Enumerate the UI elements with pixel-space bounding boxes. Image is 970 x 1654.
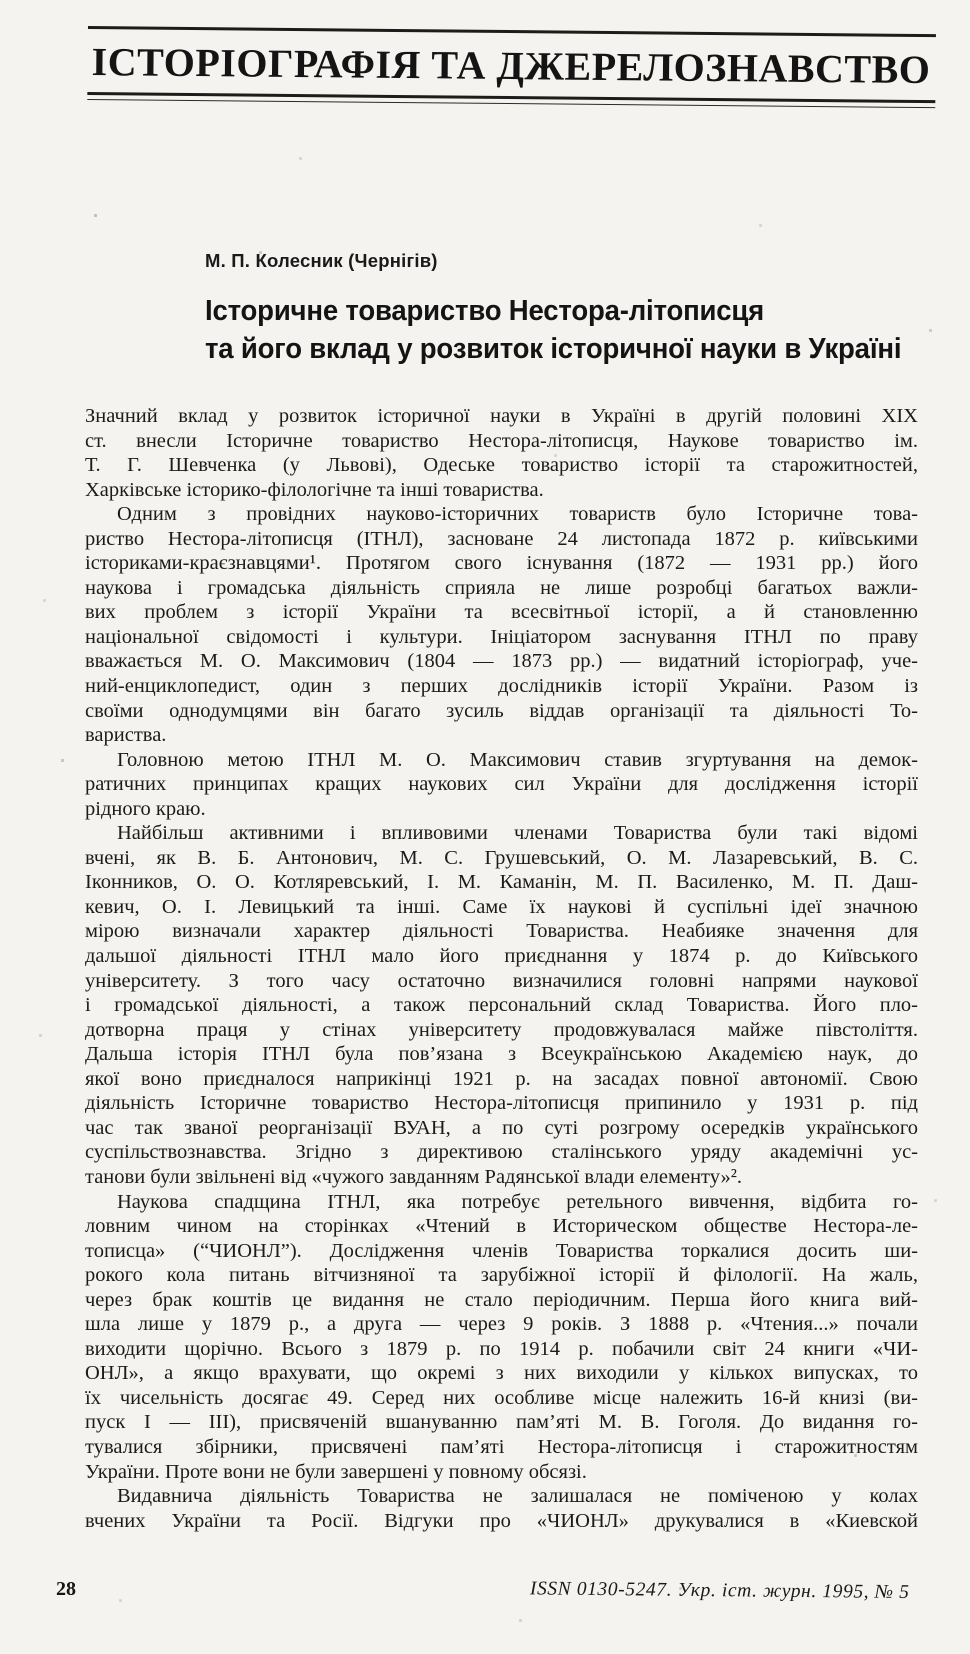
text-line: Дальша історія ІТНЛ була пов’язана з Всеукраїнською Академією наук, до — [85, 1043, 918, 1066]
text-line: пуск I — III), присвяченій вшануванню пам’яті М. В. Гоголя. До видання го- — [85, 1411, 918, 1434]
scan-noise — [0, 0, 1, 1]
text-line: своїми однодумцями він багато зусиль віддав організації та діяльності То- — [85, 699, 918, 722]
text-line: тописца» (“ЧИОНЛ”). Дослідження членів Товариства торкалися досить ши- — [85, 1239, 918, 1262]
text-line: ратичних принципах кращих наукових сил України для дослідження історії — [85, 773, 918, 796]
text-line: ний-енциклопедист, один з перших дослідників історії України. Разом із — [85, 675, 918, 698]
author-byline: М. П. Колесник (Чернігів) — [205, 250, 438, 271]
text-line: Видавнича діяльність Товариства не залишалася не поміченою у колах — [117, 1485, 918, 1508]
article-title-line-2: та його вклад у розвиток історичної науки в Україні — [205, 333, 902, 365]
text-line: Одним з провідних науково-історичних товариств було Історичне това- — [117, 503, 918, 526]
text-line: ОНЛ», а якщо врахувати, що окремі з них виходили у кількох випусках, то — [85, 1362, 918, 1385]
text-line: вчені, як В. Б. Антонович, М. С. Грушевський, О. М. Лазаревський, В. С. — [85, 846, 918, 869]
text-line: через брак коштів це видання не стало періодичним. Перша його книга вий- — [85, 1288, 918, 1311]
text-line: їх чисельність досягає 49. Серед них особливе місце належить 16-й книзі (ви- — [85, 1386, 918, 1409]
text-line: рідного краю. — [85, 797, 206, 820]
text-line: України. Проте вони не були завершені у повному обсязі. — [85, 1460, 587, 1483]
article-body — [85, 404, 918, 1533]
text-line: вих проблем з історії України та всесвітньої історії, а й становленню — [85, 601, 918, 624]
text-line: танови були звільнені від «чужого завданням Радянської влади елементу»². — [85, 1165, 743, 1188]
text-line: Харківське історико-філологічне та інші товариства. — [85, 478, 544, 501]
text-line: Найбільш активними і впливовими членами Товариства були такі відомі — [117, 822, 918, 845]
section-title: ІСТОРІОГРАФІЯ ТА ДЖЕРЕЛОЗНАВСТВО — [91, 39, 931, 93]
text-line: кевич, О. І. Левицький та інші. Саме їх наукові й суспільні ідеї значною — [85, 895, 918, 918]
text-line: ловним чином на сторінках «Чтений в Историческом обществе Нестора-ле- — [85, 1215, 918, 1238]
text-line: і громадської діяльності, а також персональний склад Товариства. Його пло- — [85, 994, 918, 1017]
text-line: Головною метою ІТНЛ М. О. Максимович ставив згуртування на демок- — [117, 748, 918, 771]
text-line: виходити щорічно. Всього з 1879 р. по 1914 р. побачили світ 24 книги «ЧИ- — [85, 1337, 918, 1360]
text-line: шла лише у 1879 р., а друга — через 9 років. З 1888 р. «Чтения...» почали — [85, 1313, 918, 1336]
text-line: Значний вклад у розвиток історичної науки в Україні в другій половині XIX — [85, 405, 918, 427]
page-number: 28 — [56, 1578, 76, 1600]
article-title-line-1: Історичне товариство Нестора-літописця — [205, 295, 765, 327]
text-line: дотворна праця у стінах університету продовжувалася майже півстоліття. — [85, 1018, 918, 1041]
text-line: суспільствознавства. Згідно з директивою сталінського уряду академічні ус- — [85, 1141, 918, 1164]
text-line: вариства. — [85, 724, 167, 747]
header-rule-top — [88, 26, 936, 37]
text-line: Наукова спадщина ІТНЛ, яка потребує ретельного вивчення, відбита го- — [117, 1190, 918, 1213]
text-line: риство Нестора-літописця (ІТНЛ), засноване 24 листопада 1872 р. київськими — [85, 527, 918, 550]
text-line: вважається М. О. Максимович (1804 — 1873 рр.) — видатний історіограф, уче- — [85, 650, 918, 673]
text-line: вчених України та Росії. Відгуки про «ЧИОНЛ» друкувалися в «Киевской — [85, 1509, 918, 1532]
text-line: час так званої реорганізації ВУАН, а по суті розгрому осередків українського — [85, 1116, 918, 1139]
text-line: тувалися збірники, присвячені пам’яті Нестора-літописця і старожитностям — [85, 1435, 918, 1458]
text-line: діяльність Історичне товариство Нестора-літописця припинило у 1931 р. під — [85, 1092, 918, 1115]
text-line: істориками-краєзнавцями¹. Протягом свого існування (1872 — 1931 рр.) його — [85, 552, 918, 575]
text-line: рокого кола питань вітчизняної та зарубіжної історії й філології. На жаль, — [85, 1264, 918, 1287]
section-header-band — [87, 26, 936, 108]
text-line: Т. Г. Шевченка (у Львові), Одеське товариство історії та старожитностей, — [85, 454, 918, 477]
text-line: мірою визначали характер діяльності Товариства. Неабияке значення для — [85, 920, 918, 943]
text-line: університету. З того часу остаточно визначилися головні напрями наукової — [85, 969, 918, 992]
text-line: національної свідомості і культури. Ініціатором заснування ІТНЛ по праву — [85, 625, 918, 648]
journal-issn-line: ISSN 0130-5247. Укр. іст. журн. 1995, № 5 — [530, 1578, 910, 1603]
text-line: наукова і громадська діяльність сприяла не лише розробці багатьох важли- — [85, 576, 918, 599]
text-line: ст. внесли Історичне товариство Нестора-літописця, Наукове товариство ім. — [85, 429, 918, 452]
text-line: дальшої діяльності ІТНЛ мало його приєднання у 1874 р. до Київського — [85, 945, 918, 968]
text-line: Іконников, О. О. Котляревський, І. М. Каманін, М. П. Василенко, М. П. Даш- — [85, 871, 918, 894]
text-line: якої воно приєдналося наприкінці 1921 р. на засадах повної автономії. Свою — [85, 1067, 918, 1090]
article-title — [205, 292, 901, 368]
